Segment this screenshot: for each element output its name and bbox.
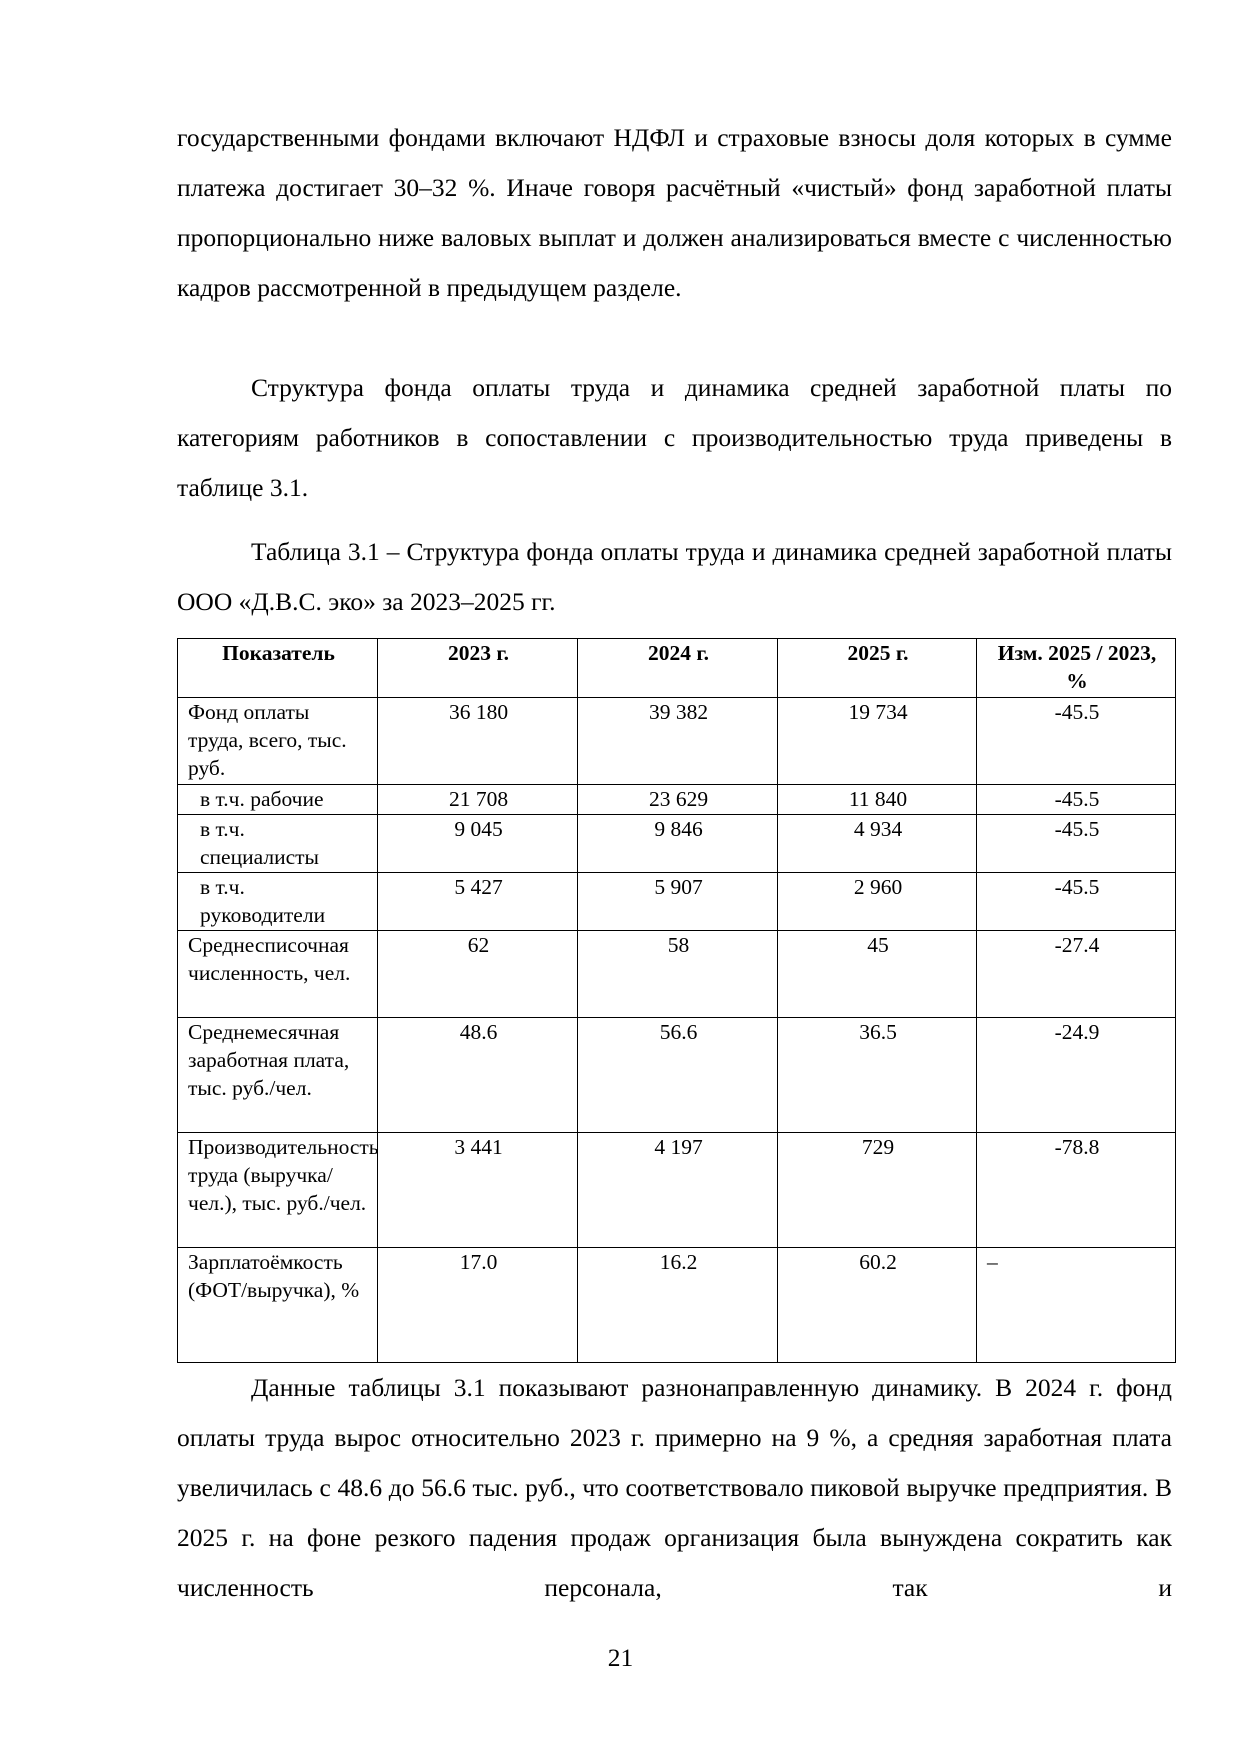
table-caption <box>177 527 1172 627</box>
cell-2023: 62 <box>378 931 578 1018</box>
cell-change: – <box>977 1248 1176 1363</box>
cell-2024: 23 629 <box>578 785 778 815</box>
cell-2025: 45 <box>778 931 977 1018</box>
cell-2024: 9 846 <box>578 815 778 873</box>
cell-2023: 36 180 <box>378 698 578 785</box>
cell-change: -24.9 <box>977 1018 1176 1133</box>
row-label: в т.ч. рабочие <box>178 785 378 815</box>
cell-2023: 5 427 <box>378 873 578 931</box>
table-row <box>178 815 1176 873</box>
cell-2025: 19 734 <box>778 698 977 785</box>
table-row <box>178 698 1176 785</box>
cell-change: -45.5 <box>977 815 1176 873</box>
header-2025: 2025 г. <box>778 639 977 698</box>
header-change: Изм. 2025 / 2023, % <box>977 639 1176 698</box>
table-row <box>178 931 1176 1018</box>
cell-2025: 60.2 <box>778 1248 977 1363</box>
cell-2023: 17.0 <box>378 1248 578 1363</box>
paragraph-analysis <box>177 1363 1172 1613</box>
table-row <box>178 1018 1176 1133</box>
cell-2024: 4 197 <box>578 1133 778 1248</box>
cell-2023: 3 441 <box>378 1133 578 1248</box>
paragraph-text: Данные таблицы 3.1 показывают разнонаправленную динамику. В 2024 г. фонд оплаты труда вырос относительно 2023 г. примерно на 9 %, а средняя заработная плата увеличилась с 48.6 до 56.6 тыс. руб., что соответствовало пиковой выручке предприятия. В 2025 г. на фоне резкого падения продаж организация была вынуждена сократить как численность персонала, так и <box>177 1373 1172 1602</box>
table-row <box>178 1248 1176 1363</box>
table-row <box>178 873 1176 931</box>
cell-change: -78.8 <box>977 1133 1176 1248</box>
cell-2025: 36.5 <box>778 1018 977 1133</box>
cell-2024: 56.6 <box>578 1018 778 1133</box>
row-label: Фонд оплаты труда, всего, тыс. руб. <box>178 698 378 785</box>
cell-2024: 5 907 <box>578 873 778 931</box>
cell-2025: 11 840 <box>778 785 977 815</box>
cell-change: -45.5 <box>977 698 1176 785</box>
table-row <box>178 1133 1176 1248</box>
paragraph-text: Структура фонда оплаты труда и динамика средней заработной платы по категориям работников в сопоставлении с производительностью труда приведены в таблице 3.1. <box>177 373 1172 502</box>
table-row <box>178 785 1176 815</box>
cell-change: -45.5 <box>977 873 1176 931</box>
header-indicator: Показатель <box>178 639 378 698</box>
paragraph-text: государственными фондами включают НДФЛ и страховые взносы доля которых в сумме платежа достигает 30–32 %. Иначе говоря расчётный «чистый» фонд заработной платы пропорционально ниже валовых выплат и должен анализироваться вместе с численностью кадров рассмотренной в предыдущем разделе. <box>177 123 1172 302</box>
row-label: Среднесписочная численность, чел. <box>178 931 378 1018</box>
cell-change: -45.5 <box>977 785 1176 815</box>
cell-2023: 21 708 <box>378 785 578 815</box>
header-2024: 2024 г. <box>578 639 778 698</box>
row-label: Среднемесячная заработная плата, тыс. руб./чел. <box>178 1018 378 1133</box>
cell-2025: 729 <box>778 1133 977 1248</box>
cell-2024: 39 382 <box>578 698 778 785</box>
cell-2024: 16.2 <box>578 1248 778 1363</box>
cell-2023: 9 045 <box>378 815 578 873</box>
payroll-structure-table <box>177 638 1176 1363</box>
cell-2025: 4 934 <box>778 815 977 873</box>
row-label: в т.ч. руководители <box>178 873 378 931</box>
header-2023: 2023 г. <box>378 639 578 698</box>
table-header-row <box>178 639 1176 698</box>
cell-2024: 58 <box>578 931 778 1018</box>
row-label: Зарплатоёмкость (ФОТ/выручка), % <box>178 1248 378 1363</box>
page-number: 21 <box>607 1643 634 1672</box>
row-label: Производительность труда (выручка/чел.), тыс. руб./чел. <box>178 1133 378 1248</box>
paragraph-fund-deductions <box>177 113 1172 313</box>
cell-2025: 2 960 <box>778 873 977 931</box>
table-caption-text: Таблица 3.1 – Структура фонда оплаты труда и динамика средней заработной платы ООО «Д.В.С. эко» за 2023–2025 гг. <box>177 537 1172 616</box>
row-label: в т.ч. специалисты <box>178 815 378 873</box>
cell-change: -27.4 <box>977 931 1176 1018</box>
cell-2023: 48.6 <box>378 1018 578 1133</box>
paragraph-table-intro <box>177 363 1172 513</box>
